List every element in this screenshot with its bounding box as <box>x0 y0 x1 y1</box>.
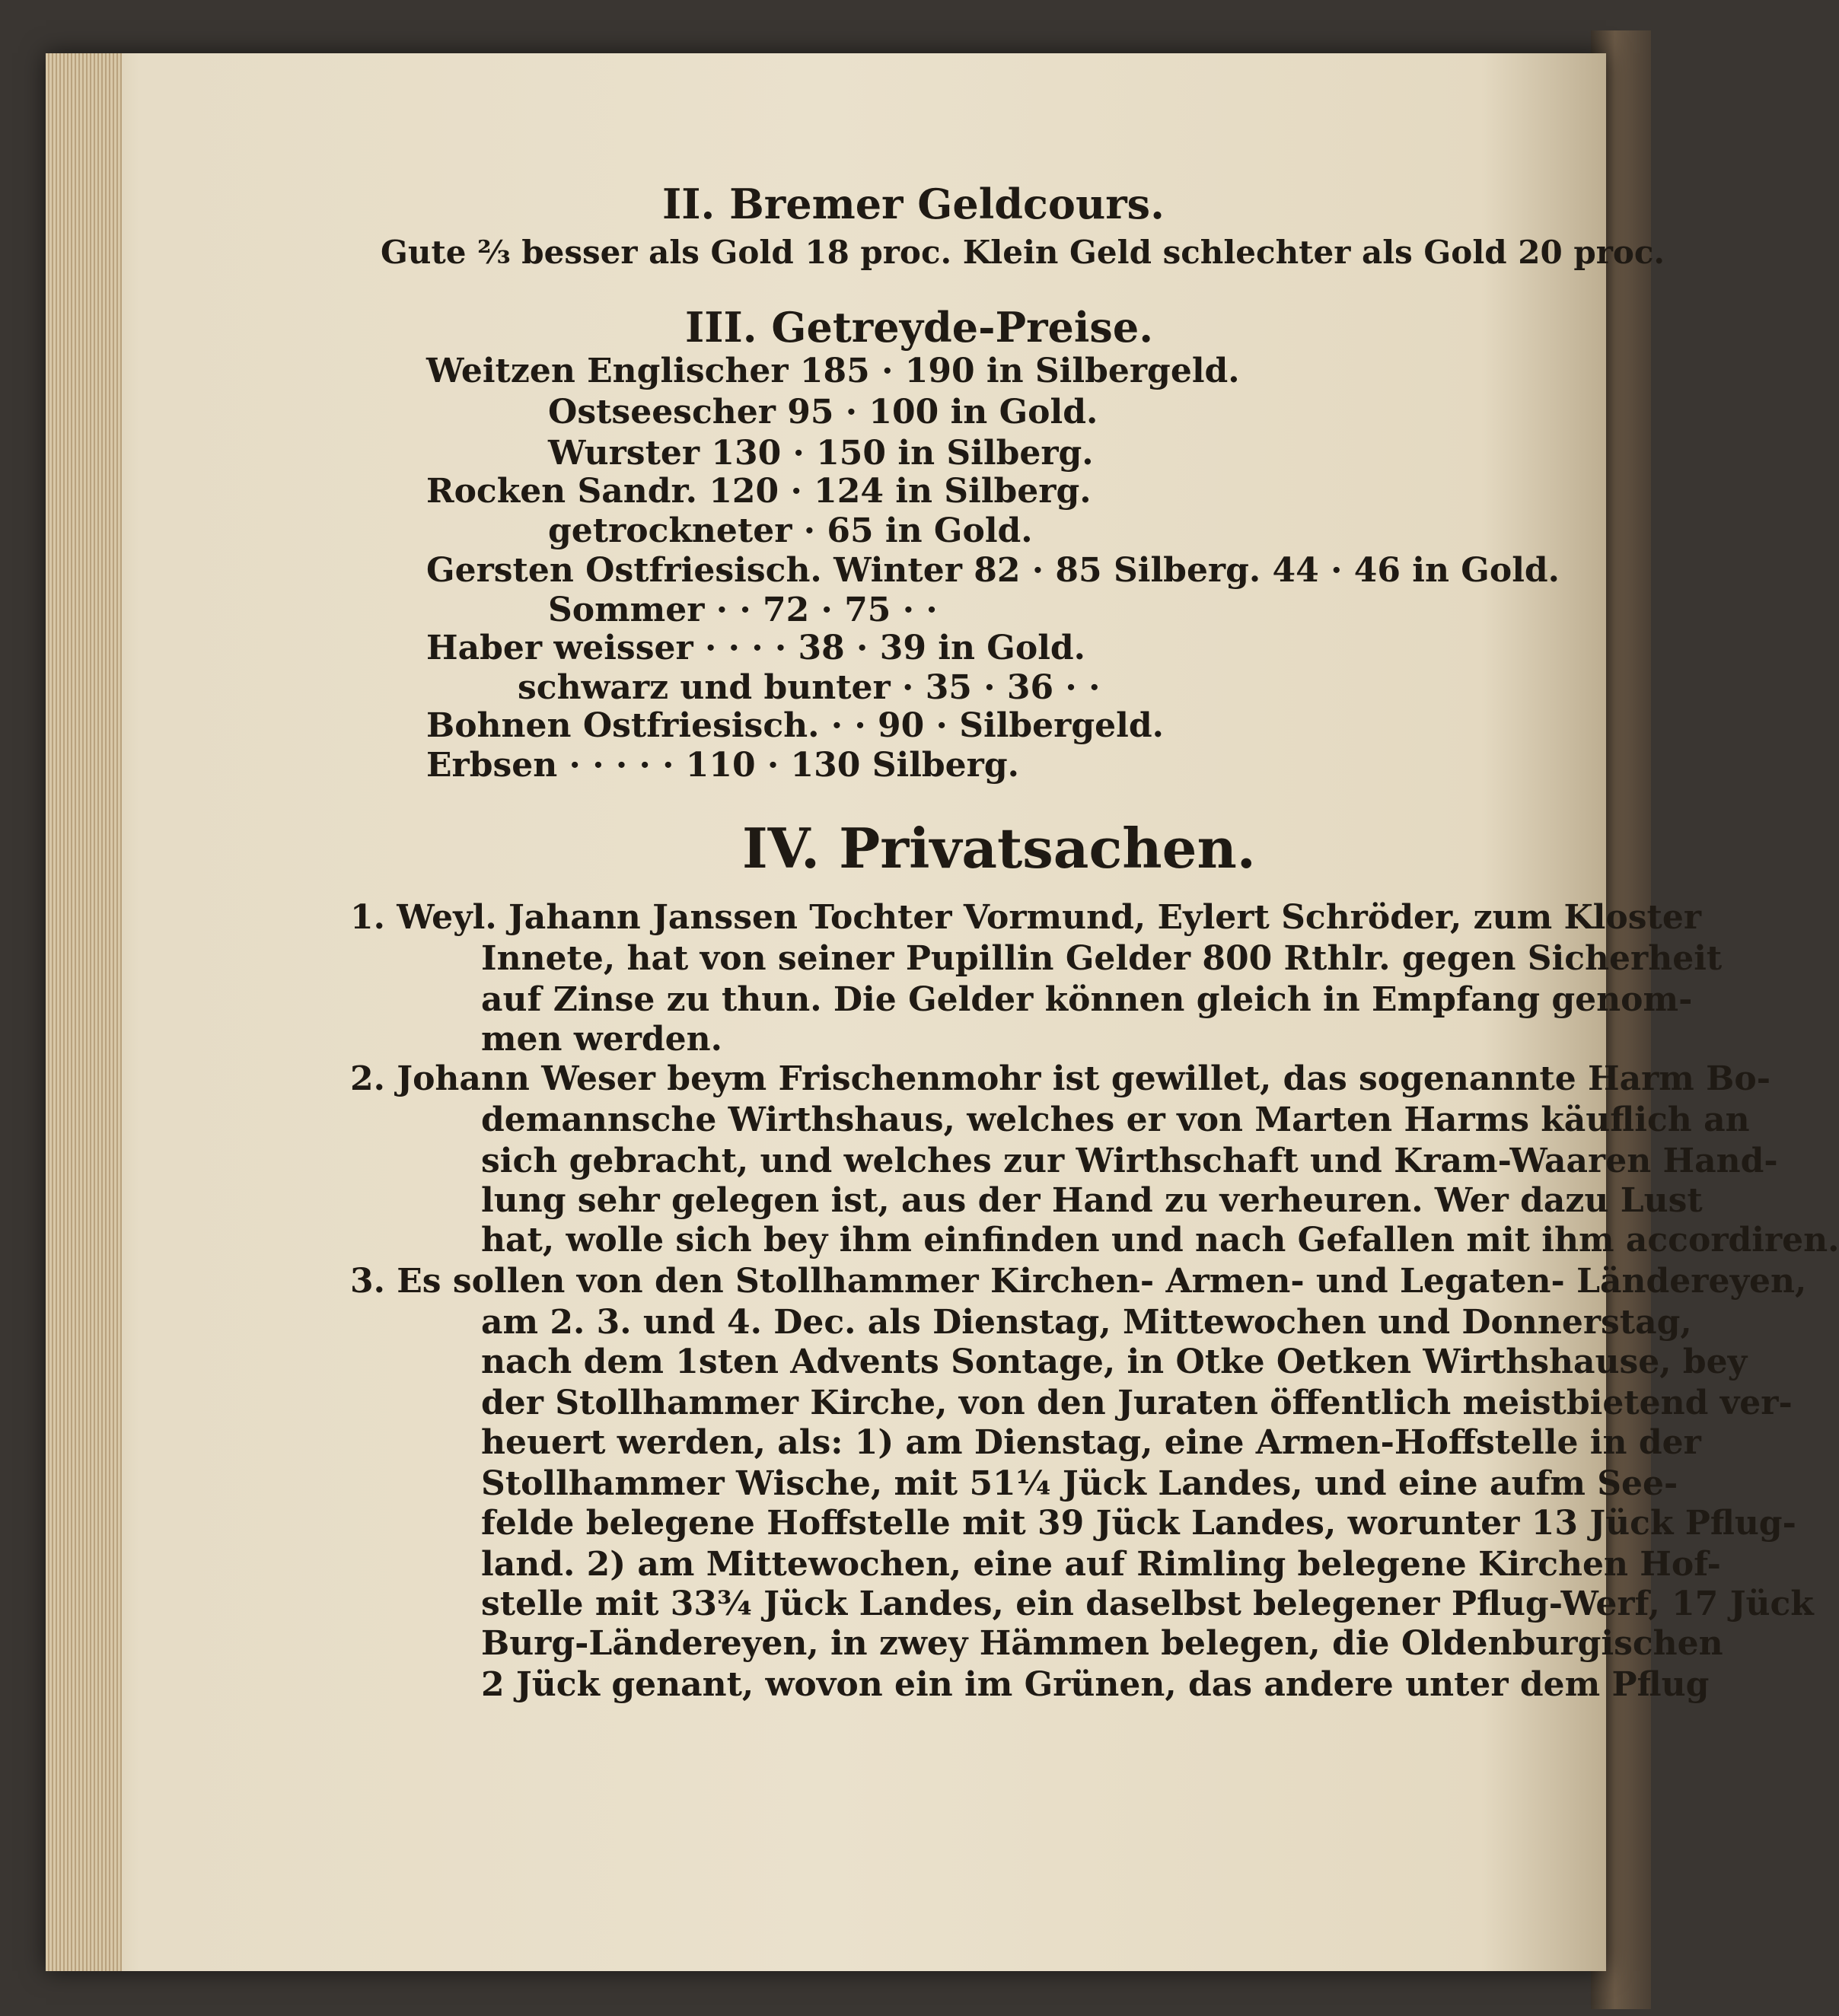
grain-row: Weitzen Englischer 185 · 190 in Silbergeld. <box>426 352 1240 390</box>
text-line: der Stollhammer Kirche, von den Juraten öffentlich meistbietend ver- <box>481 1384 1793 1422</box>
grain-row: Rocken Sandr. 120 · 124 in Silberg. <box>426 472 1092 511</box>
text-line: Burg-Ländereyen, in zwey Hämmen belegen, die Oldenburgischen <box>481 1624 1723 1663</box>
section-2-line: Gute ⅔ besser als Gold 18 proc. Klein Geld schlechter als Gold 20 proc. <box>381 234 1665 271</box>
grain-row: schwarz und bunter · 35 · 36 · · <box>518 668 1101 707</box>
text-line: auf Zinse zu thun. Die Gelder können gleich in Empfang genom- <box>481 980 1693 1019</box>
section-3-heading: III. Getreyde-Preise. <box>685 303 1153 352</box>
grain-row: Bohnen Ostfriesisch. · · 90 · Silbergeld. <box>426 706 1164 745</box>
text-line: sich gebracht, und welches zur Wirthschaft und Kram-Waaren Hand- <box>481 1142 1778 1180</box>
grain-row: Gersten Ostfriesisch. Winter 82 · 85 Silberg. 44 · 46 in Gold. <box>426 551 1560 590</box>
text-line: 1. Weyl. Jahann Janssen Tochter Vormund, Eylert Schröder, zum Kloster <box>350 898 1702 937</box>
text-line: stelle mit 33¾ Jück Landes, ein daselbst belegener Pflug-Werf, 17 Jück <box>481 1584 1814 1623</box>
grain-row: Erbsen · · · · · 110 · 130 Silberg. <box>426 746 1019 785</box>
grain-row: getrockneter · 65 in Gold. <box>548 511 1033 550</box>
text-line: Innete, hat von seiner Pupillin Gelder 800 Rthlr. gegen Sicherheit <box>481 939 1723 978</box>
grain-row: Sommer · · 72 · 75 · · <box>548 591 938 629</box>
text-line: Stollhammer Wische, mit 51¼ Jück Landes, und eine aufm See- <box>481 1464 1678 1503</box>
text-line: demannsche Wirthshaus, welches er von Marten Harms käuflich an <box>481 1100 1750 1139</box>
text-line: heuert werden, als: 1) am Dienstag, eine Armen-Hoffstelle in der <box>481 1423 1701 1462</box>
section-2-heading: II. Bremer Geldcours. <box>662 180 1165 228</box>
text-line: 3. Es sollen von den Stollhammer Kirchen- Armen- und Legaten- Ländereyen, <box>350 1262 1807 1301</box>
text-line: lung sehr gelegen ist, aus der Hand zu verheuren. Wer dazu Lust <box>481 1181 1703 1220</box>
text-line: 2. Johann Weser beym Frischenmohr ist gewillet, das sogenannte Harm Bo- <box>350 1059 1770 1098</box>
grain-row: Ostseescher 95 · 100 in Gold. <box>548 393 1098 432</box>
grain-row: Haber weisser · · · · 38 · 39 in Gold. <box>426 629 1085 667</box>
text-line: felde belegene Hoffstelle mit 39 Jück Landes, worunter 13 Jück Pflug- <box>481 1504 1796 1543</box>
text-line: men werden. <box>481 1020 722 1059</box>
grain-row: Wurster 130 · 150 in Silberg. <box>548 434 1094 473</box>
text-line: hat, wolle sich bey ihm einfinden und nach Gefallen mit ihm accordiren. <box>481 1221 1839 1260</box>
text-line: nach dem 1sten Advents Sontage, in Otke Oetken Wirthshause, bey <box>481 1342 1748 1381</box>
section-4-heading: IV. Privatsachen. <box>742 816 1256 881</box>
text-line: am 2. 3. und 4. Dec. als Dienstag, Mittewochen und Donnerstag, <box>481 1303 1692 1342</box>
text-line: land. 2) am Mittewochen, eine auf Rimling belegene Kirchen Hof- <box>481 1545 1721 1584</box>
text-line: 2 Jück genant, wovon ein im Grünen, das andere unter dem Pflug <box>481 1665 1710 1704</box>
